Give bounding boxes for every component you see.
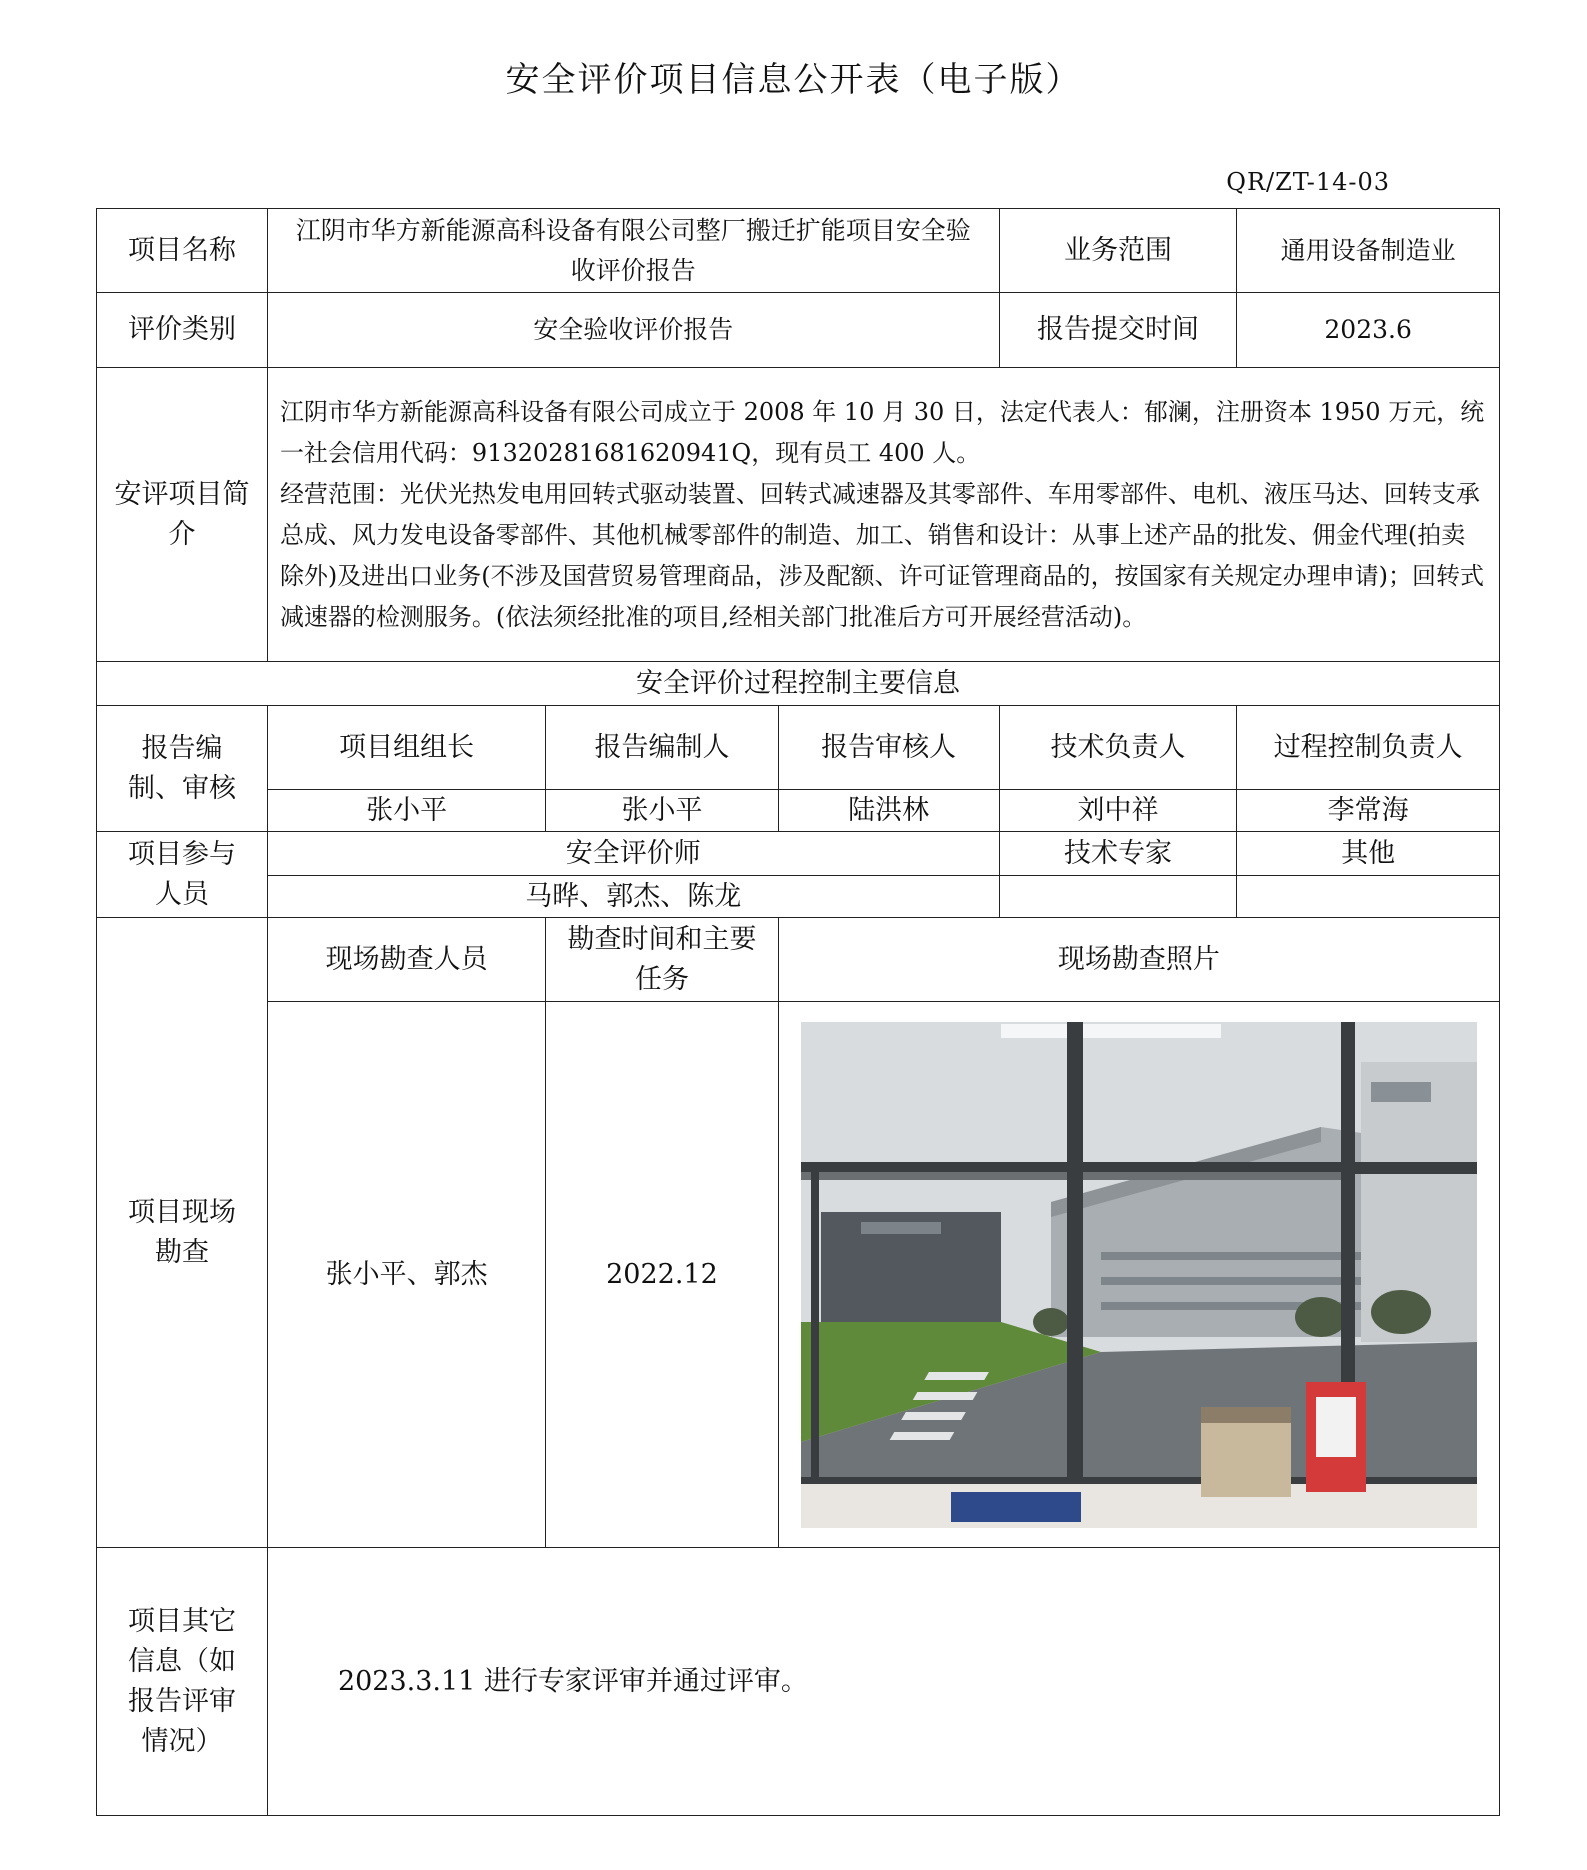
survey-time: 2022.12 — [546, 1002, 778, 1548]
survey-people: 张小平、郭杰 — [267, 1002, 545, 1548]
site-photo-illustration — [801, 1022, 1477, 1528]
report-header-leader: 项目组组长 — [267, 706, 545, 790]
project-name-label: 项目名称 — [97, 209, 268, 293]
evaluator-header: 安全评价师 — [267, 832, 999, 876]
intro-label: 安评项目简介 — [97, 368, 268, 662]
survey-photo-header: 现场勘查照片 — [778, 918, 1499, 1002]
report-value-reviewer: 陆洪林 — [778, 790, 999, 832]
form-code: QR/ZT-14-03 — [1226, 168, 1390, 196]
survey-label: 项目现场勘查 — [97, 918, 268, 1548]
section-header: 安全评价过程控制主要信息 — [97, 662, 1500, 706]
business-scope-label: 业务范围 — [999, 209, 1237, 293]
intro-paragraph-1: 江阴市华方新能源高科设备有限公司成立于 2008 年 10 月 30 日，法定代表人：郁澜，注册资本 1950 万元，统一社会信用代码：91320281681620941Q，现有员工 400 人。 — [279, 397, 1485, 467]
page-title: 安全评价项目信息公开表（电子版） — [505, 60, 1082, 100]
report-value-process: 李常海 — [1237, 790, 1500, 832]
survey-time-header: 勘查时间和主要任务 — [546, 918, 778, 1002]
project-name-value: 江阴市华方新能源高科设备有限公司整厂搬迁扩能项目安全验收评价报告 — [267, 209, 999, 293]
info-table — [96, 208, 1500, 1816]
submit-time-value: 2023.6 — [1237, 293, 1500, 368]
report-value-technical: 刘中祥 — [999, 790, 1237, 832]
other-header: 其他 — [1237, 832, 1500, 876]
evaluation-category-label: 评价类别 — [97, 293, 268, 368]
expert-names — [999, 876, 1237, 918]
site-survey-photo — [801, 1022, 1477, 1528]
other-info-value: 2023.3.11 进行专家评审并通过评审。 — [267, 1548, 1499, 1816]
report-header-process: 过程控制负责人 — [1237, 706, 1500, 790]
intro-paragraph-2: 经营范围：光伏光热发电用回转式驱动装置、回转式减速器及其零部件、车用零部件、电机、液压马达、回转支承总成、风力发电设备零部件、其他机械零部件的制造、加工、销售和设计：从事上述产品的批发、佣金代理(拍卖除外)及进出口业务(不涉及国营贸易管理商品，涉及配额、许可证管理商品的，按国家有关规定办理申请)；回转式减速器的检测服务。(依法须经批准的项目,经相关部门批准后方可开展经营活动)。 — [279, 479, 1485, 631]
other-names — [1237, 876, 1500, 918]
report-header-reviewer: 报告审核人 — [778, 706, 999, 790]
evaluator-names: 马晔、郭杰、陈龙 — [267, 876, 999, 918]
report-value-leader: 张小平 — [267, 790, 545, 832]
participants-label: 项目参与人员 — [97, 832, 268, 918]
report-header-compiler: 报告编制人 — [546, 706, 778, 790]
survey-people-header: 现场勘查人员 — [267, 918, 545, 1002]
report-label: 报告编制、审核 — [97, 706, 268, 832]
intro-text — [267, 368, 1499, 662]
submit-time-label: 报告提交时间 — [999, 293, 1237, 368]
evaluation-category-value: 安全验收评价报告 — [267, 293, 999, 368]
other-info-label: 项目其它信息（如报告评审情况） — [97, 1548, 268, 1816]
report-header-technical: 技术负责人 — [999, 706, 1237, 790]
business-scope-value: 通用设备制造业 — [1237, 209, 1500, 293]
expert-header: 技术专家 — [999, 832, 1237, 876]
survey-photo-cell — [778, 1002, 1499, 1548]
report-value-compiler: 张小平 — [546, 790, 778, 832]
